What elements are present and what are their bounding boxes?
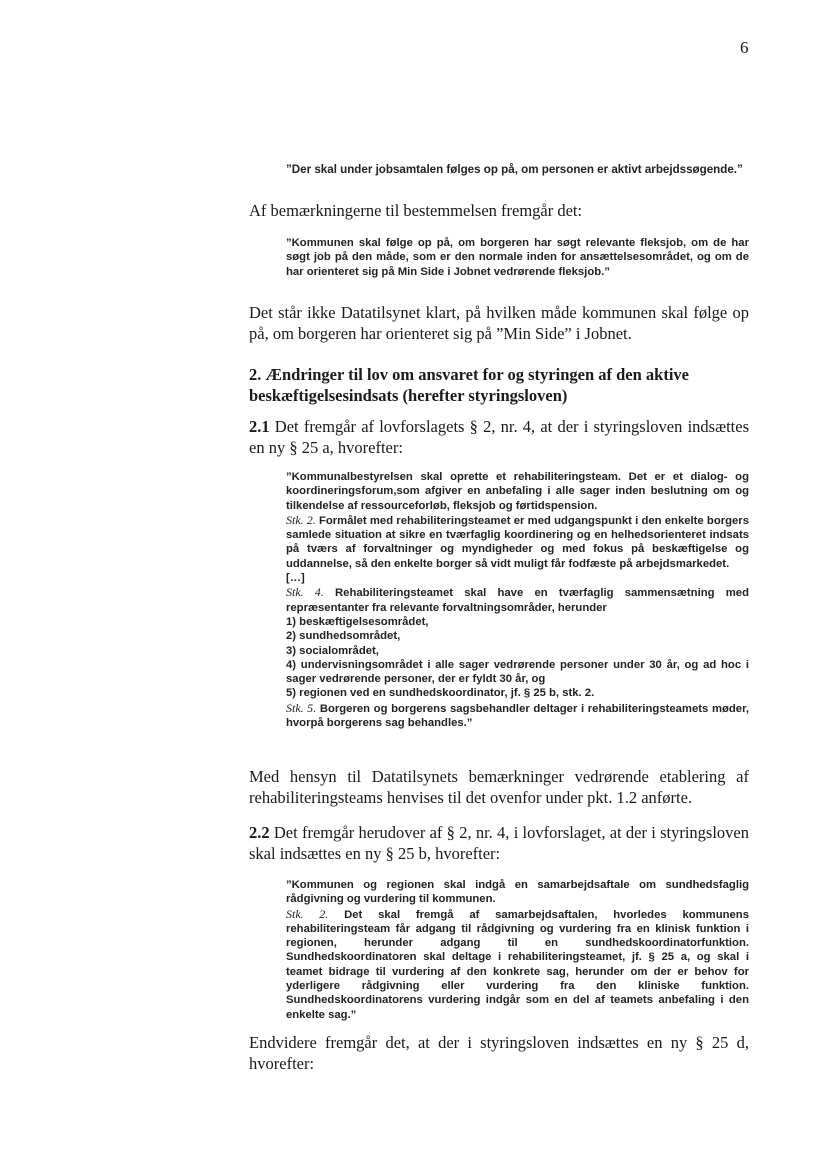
list-item: 1) beskæftigelsesområdet, xyxy=(286,615,429,628)
stk-text: Formålet med rehabiliteringsteamet er med udgangspunkt i den enkelte borgers samlede situation at sikre en tværfaglig koordinering og en helhedsorienteret indsats på tværs af forvaltninger og myndigheder og med fokus på beskæftigelse og uddannelse, så den enkelte borger så vidt muligt får fodfæste på arbejdsmarkedet. xyxy=(286,514,749,570)
quote-stk2 xyxy=(286,907,749,1022)
stk-text: Borgeren og borgerens sagsbehandler deltager i rehabiliteringsteamets møder, hvorpå borgerens sag behandles.” xyxy=(286,702,749,730)
paragraph-2-1 xyxy=(249,416,749,458)
quote-25a xyxy=(286,470,749,730)
page-number: 6 xyxy=(740,38,749,57)
quote-jobsamtale: ”Der skal under jobsamtalen følges op på, om personen er aktivt arbejdssøgende.” xyxy=(286,163,743,176)
stk-label: Stk. 2. xyxy=(286,512,316,527)
stk-text: Det skal fremgå af samarbejdsaftalen, hvorledes kommunens rehabiliteringsteam får adgang til rådgivning og vurdering fra en klinisk funktion i regionen, herunder adgang til en sundhedskoordinatorfunktion. Sundhedskoordinatoren skal deltage i rehabiliteringsteamet, jf. § 25 a, og skal i teamet bidrage til vurdering af den konkrete sag, herunder om der er behov for yderligere rådgivning eller vurdering fra den kliniske funktion. Sundhedskoordinatorens vurdering indgår som en del af teamets anbefaling i den enkelte sag.” xyxy=(286,908,749,1021)
paragraph-2-2 xyxy=(249,822,749,864)
quote-kommunen-folge-op xyxy=(286,236,749,279)
list-item: 4) undervisningsområdet i alle sager vedrørende personer under 30 år, og ad hoc i sager vedrørende personer, der er fyldt 30 år, og xyxy=(286,658,749,686)
stk-label: Stk. 2. xyxy=(286,906,329,921)
quote-stk4 xyxy=(286,585,749,615)
paragraph-25d: Endvidere fremgår det, at der i styringsloven indsættes en ny § 25 d, hvorefter: xyxy=(249,1033,749,1073)
stk-text: Rehabiliteringsteamet skal have en tværfaglig sammensætning med repræsentanter fra relevante forvaltningsområder, herunder xyxy=(286,587,749,614)
quote-intro: ”Kommunalbestyrelsen skal oprette et rehabiliteringsteam. Det er et dialog- og koordineringsforum,som afgiver en anbefaling i alle sager inden beslutning om og tilkendelse af ressourceforløb, fleksjob og førtidspension. xyxy=(286,471,749,512)
stk-label: Stk. 4. xyxy=(286,585,324,600)
quote-text: ”Kommunen skal følge op på, om borgeren har søgt relevante fleksjob, om de har søgt job på den måde, som er den normale inden for ansættelsesområdet, og om de har orienteret sig på Min Side i Jobnet vedrørende fleksjob.” xyxy=(286,237,749,278)
quote-ellipsis: […] xyxy=(286,572,305,585)
quote-stk5 xyxy=(286,701,749,731)
paragraph-min-side: Det står ikke Datatilsynet klart, på hvilken måde kommunen skal følge op på, om borgeren har orienteret sig på ”Min Side” i Jobnet. xyxy=(249,303,749,343)
paragraph-bemaerkninger: Af bemærkningerne til bestemmelsen fremgår det: xyxy=(249,201,583,220)
quote-intro: ”Kommunen og regionen skal indgå en samarbejdsaftale om sundhedsfaglig rådgivning og vurdering til kommunen. xyxy=(286,879,749,906)
stk-label: Stk. 5. xyxy=(286,700,317,715)
section-number: 2.2 xyxy=(249,823,270,842)
list-item: 5) regionen ved en sundhedskoordinator, jf. § 25 b, stk. 2. xyxy=(286,687,595,700)
quote-stk2 xyxy=(286,513,749,571)
list-item: 2) sundhedsområdet, xyxy=(286,630,401,643)
quote-25b xyxy=(286,878,749,1022)
paragraph-rehabiliteringsteams: Med hensyn til Datatilsynets bemærkninger vedrørende etablering af rehabiliteringsteams henvises til det ovenfor under pkt. 1.2 anførte. xyxy=(249,767,749,807)
section-text: Det fremgår herudover af § 2, nr. 4, i lovforslaget, at der i styringsloven skal indsættes en ny § 25 b, hvorefter: xyxy=(249,823,749,863)
section-number: 2.1 xyxy=(249,417,270,436)
section-text: Det fremgår af lovforslagets § 2, nr. 4, at der i styringsloven indsættes en ny § 25 a, hvorefter: xyxy=(249,417,749,457)
section-heading-2: 2. Ændringer til lov om ansvaret for og styringen af den aktive beskæftigelsesindsats (herefter styringsloven) xyxy=(249,365,689,405)
list-item: 3) socialområdet, xyxy=(286,644,379,657)
